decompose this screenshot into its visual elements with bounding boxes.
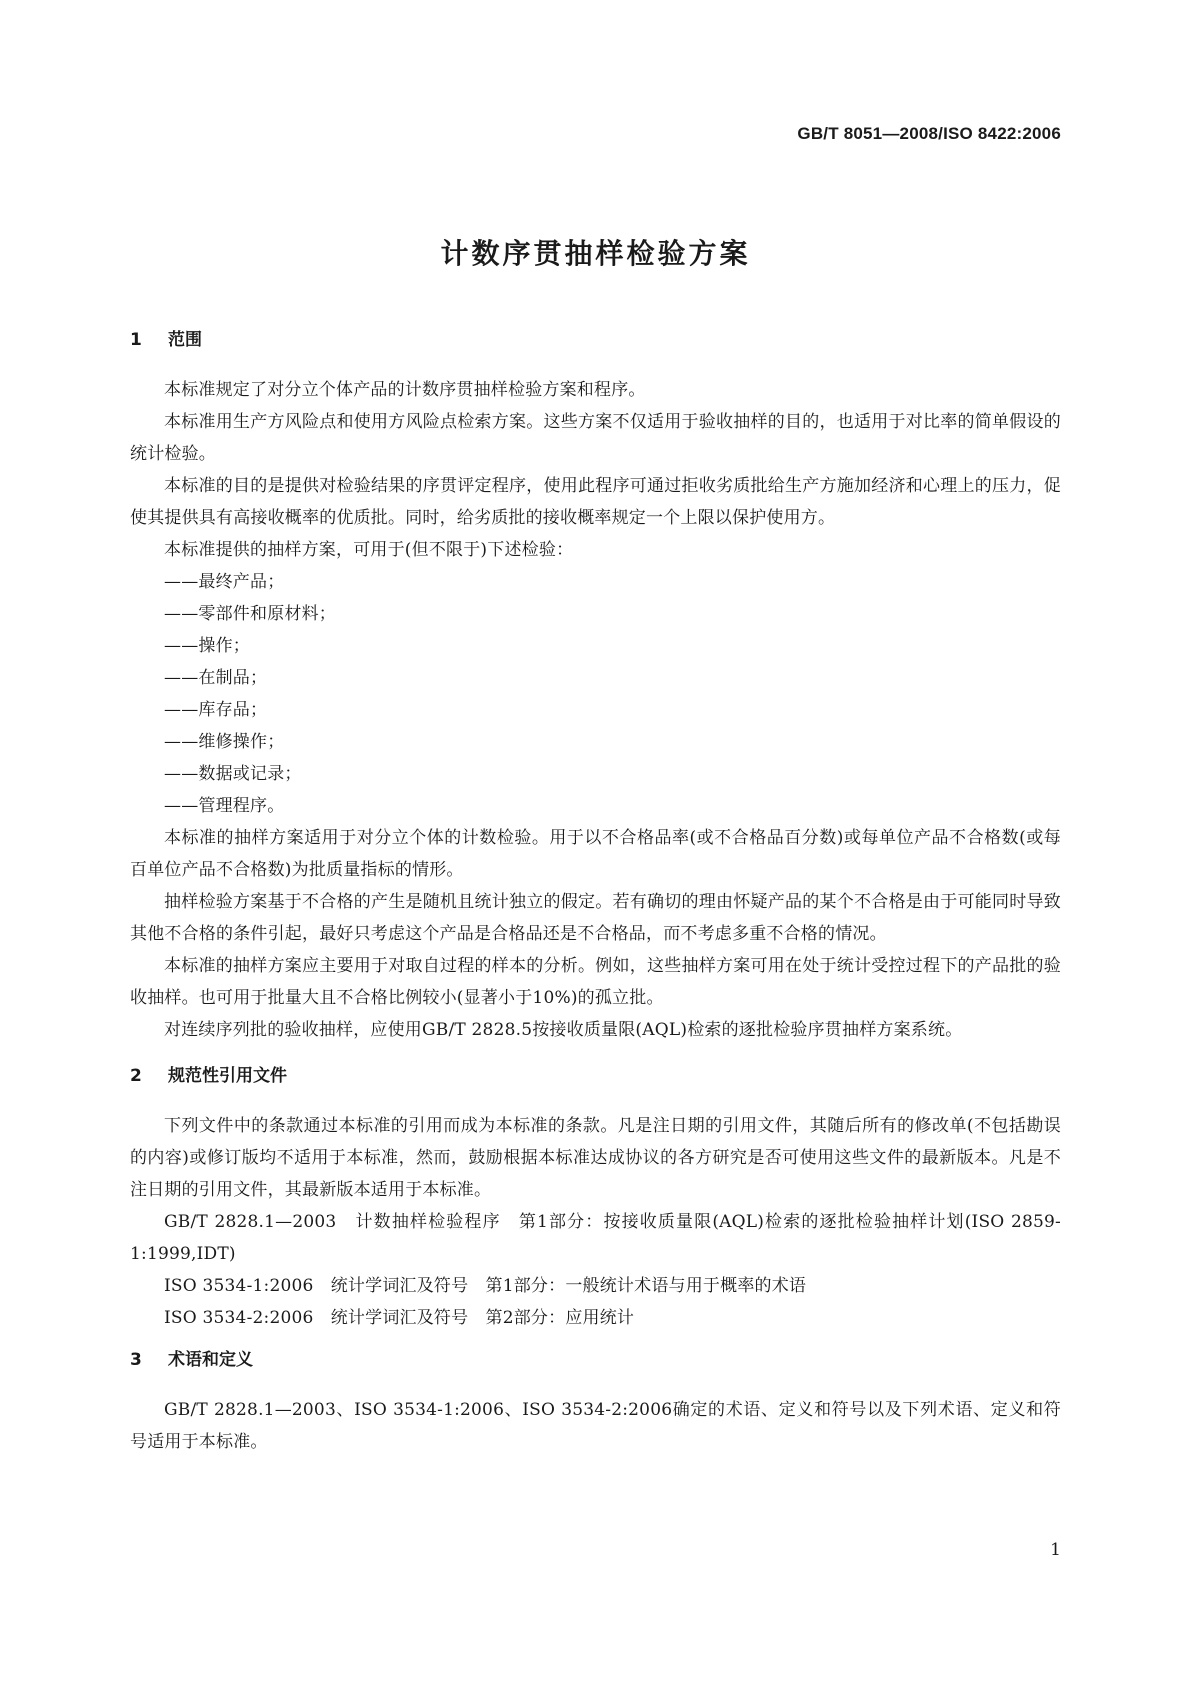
paragraph: GB/T 2828.1—2003、ISO 3534-1:2006、ISO 3534-2:2006确定的术语、定义和符号以及下列术语、定义和符号适用于本标准。	[130, 1400, 1061, 1452]
list-item: ——库存品；	[164, 700, 268, 720]
document-title: 计数序贯抽样检验方案	[440, 237, 751, 270]
section-2-heading	[130, 1060, 1061, 1092]
section-title: 术语和定义	[168, 1350, 253, 1370]
list-item: ——零部件和原材料；	[164, 604, 336, 624]
section-title: 规范性引用文件	[168, 1066, 287, 1086]
paragraph: 本标准规定了对分立个体产品的计数序贯抽样检验方案和程序。	[164, 380, 646, 400]
section-number: 1	[130, 330, 142, 350]
paragraph: 本标准提供的抽样方案，可用于(但不限于)下述检验：	[164, 540, 574, 560]
list-item: ——最终产品；	[164, 572, 285, 592]
section-1-body	[130, 374, 1061, 1046]
paragraph: 下列文件中的条款通过本标准的引用而成为本标准的条款。凡是注日期的引用文件，其随后所有的修改单(不包括勘误的内容)或修订版均不适用于本标准，然而，鼓励根据本标准达成协议的各方研究是否可使用这些文件的最新版本。凡是不注日期的引用文件，其最新版本适用于本标准。	[130, 1116, 1061, 1200]
paragraph: 本标准的抽样方案适用于对分立个体的计数检验。用于以不合格品率(或不合格品百分数)或每单位产品不合格数(或每百单位产品不合格数)为批质量指标的情形。	[130, 828, 1061, 880]
reference-item: ISO 3534-1:2006 统计学词汇及符号 第1部分：一般统计术语与用于概率的术语	[164, 1276, 807, 1296]
list-item: ——数据或记录；	[164, 764, 302, 784]
section-number: 2	[130, 1066, 142, 1086]
reference-item: ISO 3534-2:2006 统计学词汇及符号 第2部分：应用统计	[164, 1308, 635, 1328]
page-number: 1	[1050, 1540, 1061, 1560]
paragraph: 对连续序列批的验收抽样，应使用GB/T 2828.5按接收质量限(AQL)检索的逐批检验序贯抽样方案系统。	[164, 1020, 963, 1040]
paragraph: 本标准的抽样方案应主要用于对取自过程的样本的分析。例如，这些抽样方案可用在处于统计受控过程下的产品批的验收抽样。也可用于批量大且不合格比例较小(显著小于10%)的孤立批。	[130, 956, 1061, 1008]
list-item: ——在制品；	[164, 668, 268, 688]
section-number: 3	[130, 1350, 142, 1370]
list-item: ——维修操作；	[164, 732, 285, 752]
section-1-heading	[130, 324, 1061, 356]
list-item: ——操作；	[164, 636, 250, 656]
section-title: 范围	[168, 330, 202, 350]
reference-item: GB/T 2828.1—2003 计数抽样检验程序 第1部分：按接收质量限(AQL)检索的逐批检验抽样计划(ISO 2859-1:1999,IDT)	[130, 1212, 1061, 1264]
document-body	[130, 324, 1061, 1458]
section-3-body	[130, 1394, 1061, 1458]
section-3-heading	[130, 1344, 1061, 1376]
paragraph: 本标准的目的是提供对检验结果的序贯评定程序，使用此程序可通过拒收劣质批给生产方施加经济和心理上的压力，促使其提供具有高接收概率的优质批。同时，给劣质批的接收概率规定一个上限以保护使用方。	[130, 476, 1061, 528]
standard-number-header: GB/T 8051—2008/ISO 8422:2006	[797, 124, 1061, 143]
paragraph: 本标准用生产方风险点和使用方风险点检索方案。这些方案不仅适用于验收抽样的目的，也适用于对比率的简单假设的统计检验。	[130, 412, 1061, 464]
section-2-body	[130, 1110, 1061, 1334]
paragraph: 抽样检验方案基于不合格的产生是随机且统计独立的假定。若有确切的理由怀疑产品的某个不合格是由于可能同时导致其他不合格的条件引起，最好只考虑这个产品是合格品还是不合格品，而不考虑多重不合格的情况。	[130, 892, 1061, 944]
list-item: ——管理程序。	[164, 796, 285, 816]
